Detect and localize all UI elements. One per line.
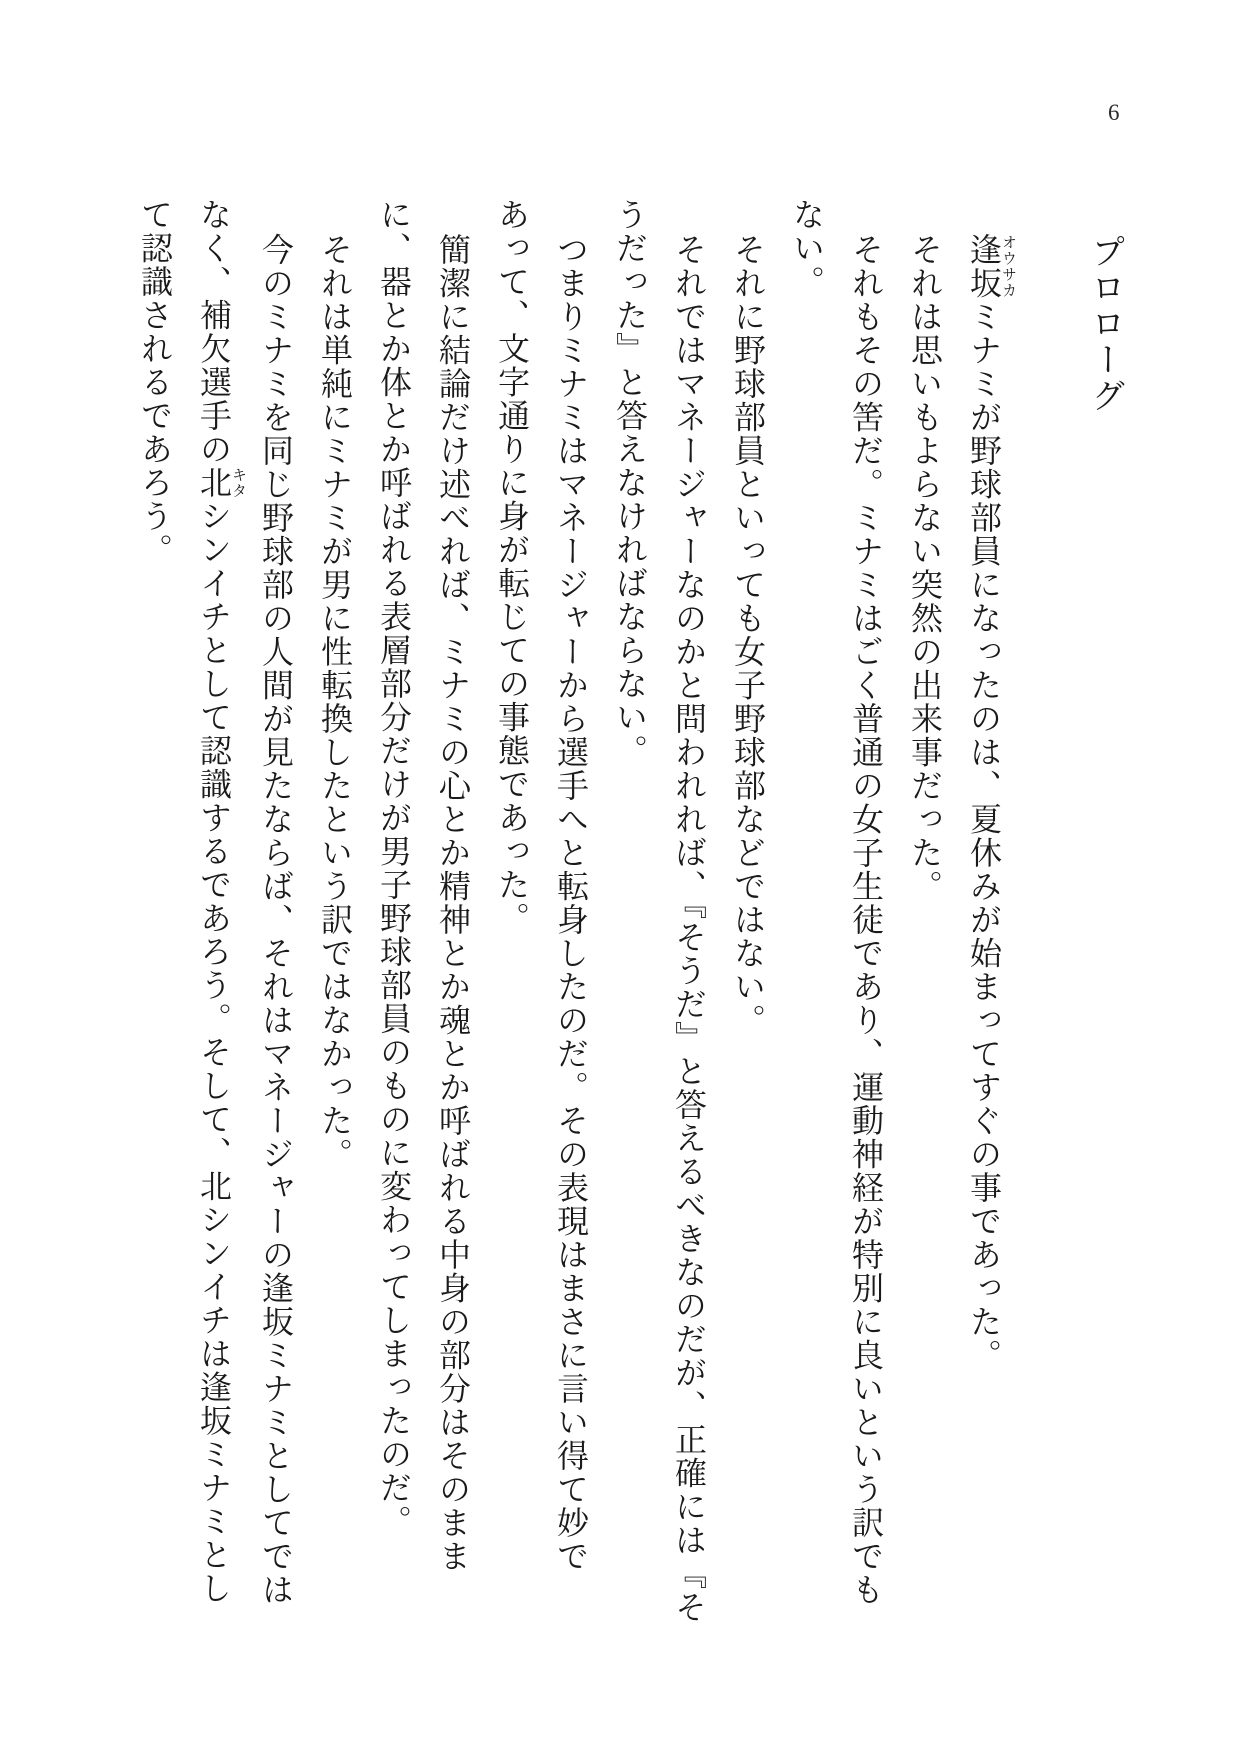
text-line: それは思いもよらない突然の出来事だった。 — [907, 233, 943, 903]
text-line: て認識されるであろう。 — [137, 198, 173, 567]
furigana: オウサカ — [1000, 233, 1016, 300]
text-line: 簡潔に結論だけ述べれば、ミナミの心とか精神とか魂とか呼ばれる中身の部分はそのまま — [435, 233, 471, 1573]
text-line: 逢坂オウサカミナミが野球部員になったのは、夏休みが始まってすぐの事であった。 — [966, 233, 1016, 1372]
text-line: それもその筈だ。ミナミはごく普通の女子生徒であり、運動神経が特別に良いという訳でも — [848, 233, 884, 1607]
chapter-title: プロローグ — [1086, 234, 1123, 414]
text-line: に、器とか体とか呼ばれる表層部分だけが男子野球部員のものに変わってしまったのだ。 — [376, 198, 412, 1538]
text-line: うだった』と答えなければならない。 — [612, 198, 648, 768]
text-line: つまりミナミはマネージャーから選手へと転身したのだ。その表現はまさに言い得て妙で — [553, 233, 589, 1573]
text-area — [125, 198, 1134, 1624]
ruby-annotated-word: 逢坂オウサカ — [966, 233, 1016, 300]
text-line: 今のミナミを同じ野球部の人間が見たならば、それはマネージャーの逢坂ミナミとしてでは — [258, 233, 294, 1607]
furigana: キタ — [230, 466, 246, 500]
text-line: それは単純にミナミが男に性転換したという訳ではなかった。 — [317, 233, 353, 1171]
text-line: あって、文字通りに身が転じての事態であった。 — [494, 198, 530, 935]
text-line: それに野球部員といっても女子野球部などではない。 — [730, 233, 766, 1037]
ruby-annotated-word: 北キタ — [196, 466, 246, 500]
text-line: なく、補欠選手の北キタシンイチとして認識するであろう。そして、北シンイチは逢坂ミナミとし — [196, 198, 246, 1605]
page-number: 6 — [1108, 100, 1120, 125]
text-line: ない。 — [789, 198, 825, 299]
text-line: それではマネージャーなのかと問われれば、『そうだ』と答えるべきなのだが、正確には『そ — [671, 233, 707, 1624]
